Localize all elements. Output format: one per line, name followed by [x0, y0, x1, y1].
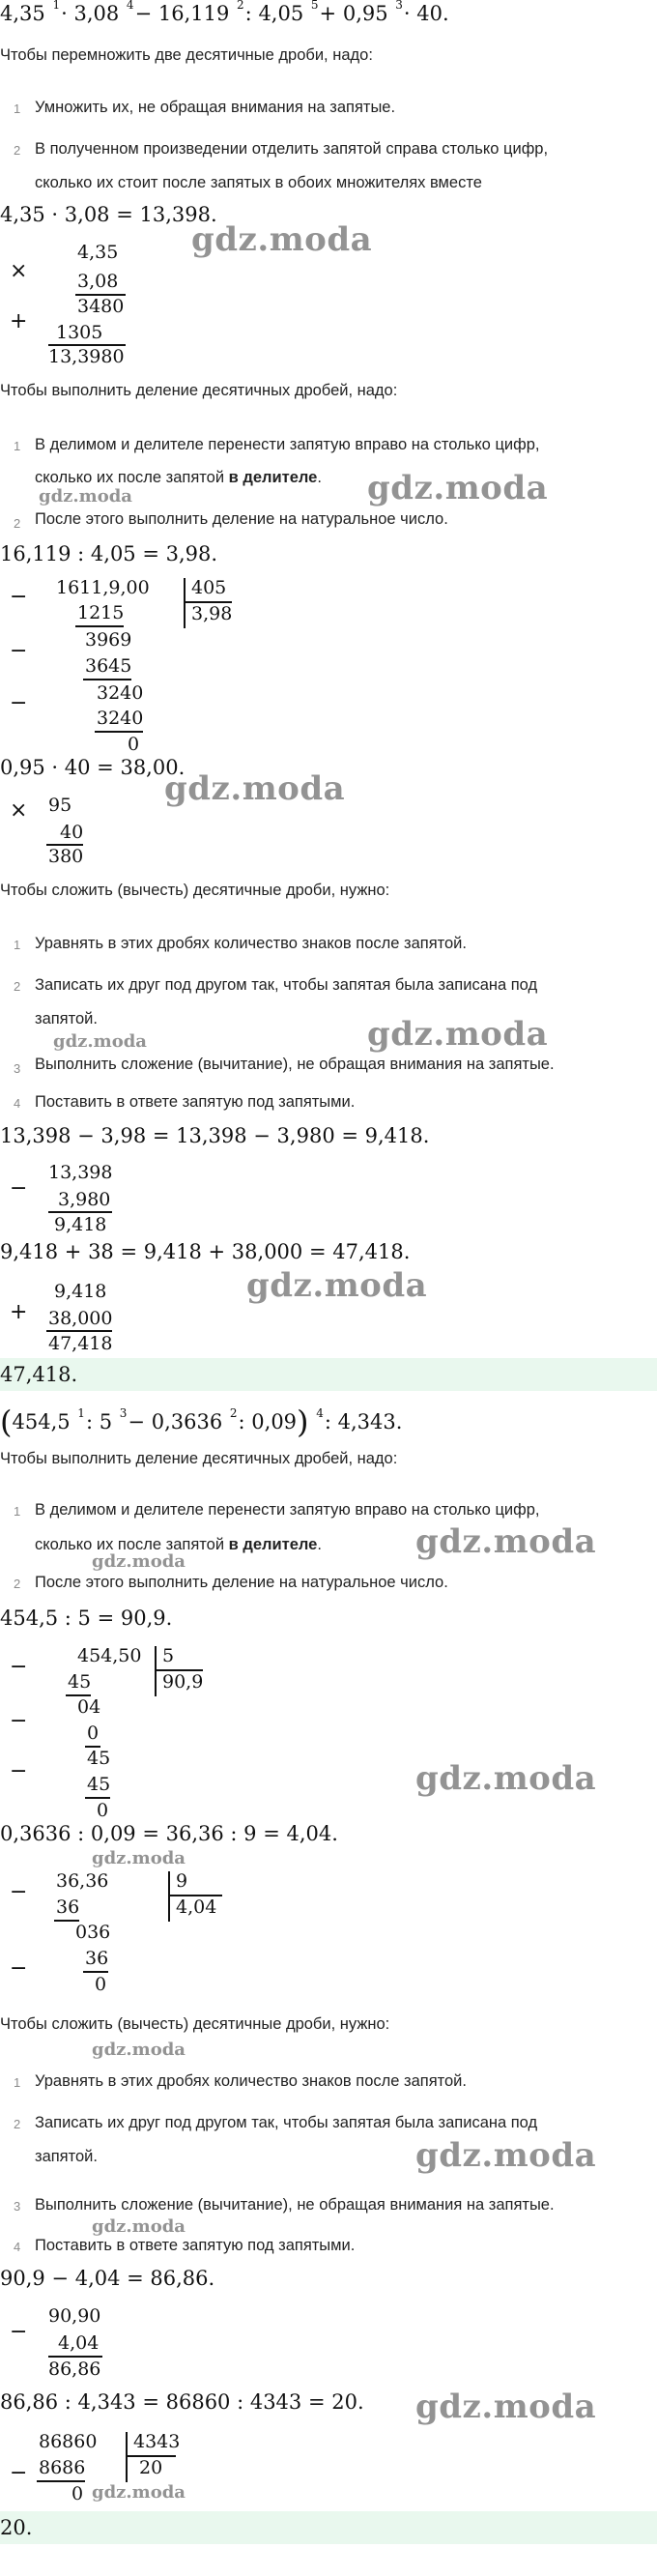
- step-text: В делимом и делителе перенести запятую вправо на столько цифр,: [35, 436, 540, 453]
- column-rule: [48, 2356, 102, 2358]
- step-text: Поставить в ответе запятую под запятыми.: [35, 2237, 356, 2254]
- column-row: 3,08: [77, 271, 119, 292]
- quotient: 90,9: [162, 1671, 204, 1693]
- step-text-continued: сколько их стоит после запятых в обоих множителях вместе: [35, 174, 482, 191]
- step-text-continued: запятой.: [35, 1010, 98, 1028]
- watermark: gdz.moda: [39, 486, 132, 507]
- step-text: После этого выполнить деление на натуральное число.: [35, 1574, 448, 1591]
- column-row: 3,980: [58, 1189, 111, 1210]
- division-row: 0: [95, 1974, 107, 1995]
- step-text: Записать их друг под другом так, чтобы запятая была записана под: [35, 2114, 538, 2131]
- column-row: 86,86: [48, 2359, 101, 2380]
- step-number: 1: [14, 439, 21, 453]
- step-number: 1: [14, 938, 21, 952]
- division-bar: [184, 578, 186, 628]
- watermark: gdz.moda: [191, 220, 373, 259]
- rule-heading-multiply: Чтобы перемножить две десятичные дроби, надо:: [0, 46, 373, 64]
- dividend: 454,50: [77, 1645, 142, 1666]
- step-text: Уравнять в этих дробях количество знаков после запятой.: [35, 2072, 467, 2090]
- division-row: 45: [87, 1748, 111, 1769]
- column-row: 40: [60, 822, 84, 843]
- watermark: gdz.moda: [415, 2388, 597, 2426]
- step-number: 2: [14, 979, 21, 994]
- step-text: Умножить их, не обращая внимания на запятые.: [35, 99, 396, 116]
- minus-sign: −: [10, 585, 28, 609]
- equation: 0,3636 : 0,09 = 36,36 : 9 = 4,04.: [0, 1822, 338, 1845]
- column-row: 38,000: [48, 1308, 113, 1329]
- plus-sign: +: [10, 1300, 28, 1324]
- step-text: Выполнить сложение (вычитание), не обращая внимания на запятые.: [35, 2196, 555, 2214]
- column-row: 13,3980: [48, 346, 125, 367]
- watermark: gdz.moda: [415, 1759, 597, 1798]
- equation: 4,35 · 3,08 = 13,398.: [0, 203, 217, 226]
- step-number: 3: [14, 1061, 21, 1076]
- problem-2-expression: (454,5 $^1$: 5 $^3$− 0,3636 $^2$: 0,09) $^4$: 4,343.: [0, 1404, 403, 1440]
- watermark: gdz.moda: [246, 1266, 428, 1305]
- division-row: 36: [85, 1948, 109, 1969]
- dividend: 86860: [39, 2431, 98, 2452]
- watermark: gdz.moda: [92, 2040, 186, 2060]
- division-rule: [95, 731, 143, 733]
- quotient: 4,04: [176, 1896, 217, 1918]
- equation: 9,418 + 38 = 9,418 + 38,000 = 47,418.: [0, 1240, 411, 1263]
- step-number: 2: [14, 2117, 21, 2131]
- step-text-continued: сколько их после запятой в делителе.: [35, 1536, 322, 1553]
- column-rule: [48, 1211, 112, 1213]
- quotient: 20: [139, 2457, 163, 2478]
- step-number: 2: [14, 516, 21, 531]
- column-row: 90,90: [48, 2305, 101, 2327]
- step-number: 4: [14, 1096, 21, 1111]
- division-row: 3240: [97, 708, 144, 729]
- division-row: 3969: [85, 629, 132, 651]
- multiply-sign: ×: [10, 798, 28, 823]
- watermark: gdz.moda: [92, 1848, 186, 1868]
- watermark: gdz.moda: [415, 1522, 597, 1561]
- division-row: 45: [68, 1671, 92, 1693]
- column-row: 380: [48, 846, 84, 867]
- division-rule: [85, 1797, 110, 1799]
- division-row: 0: [128, 734, 140, 755]
- plus-sign: +: [10, 309, 28, 333]
- minus-sign: −: [10, 1759, 28, 1783]
- division-row: 0: [87, 1722, 100, 1744]
- watermark: gdz.moda: [92, 1551, 186, 1572]
- column-row: 47,418: [48, 1333, 113, 1354]
- column-row: 4,04: [58, 2332, 100, 2354]
- step-text: Записать их друг под другом так, чтобы запятая была записана под: [35, 976, 538, 994]
- minus-sign: −: [10, 2320, 28, 2344]
- equation: 86,86 : 4,343 = 86860 : 4343 = 20.: [0, 2390, 364, 2414]
- division-row: 0: [71, 2483, 84, 2504]
- watermark: gdz.moda: [367, 469, 549, 507]
- step-number: 4: [14, 2240, 21, 2254]
- step-text-continued: сколько их после запятой в делителе.: [35, 469, 322, 486]
- watermark: gdz.moda: [53, 1031, 147, 1052]
- step-number: 2: [14, 143, 21, 158]
- watermark: gdz.moda: [367, 1015, 549, 1054]
- step-text: В полученном произведении отделить запятой справа столько цифр,: [35, 140, 549, 158]
- rule-heading-add: Чтобы сложить (вычесть) десятичные дроби, нужно:: [0, 2015, 390, 2033]
- division-row: 8686: [39, 2457, 86, 2478]
- step-text: Выполнить сложение (вычитание), не обращая внимания на запятые.: [35, 1056, 555, 1073]
- multiply-sign: ×: [10, 259, 28, 283]
- watermark: gdz.moda: [164, 769, 346, 808]
- watermark: gdz.moda: [92, 2216, 186, 2237]
- minus-sign: −: [10, 1709, 28, 1733]
- division-row: 3645: [85, 655, 132, 677]
- answer: 20.: [0, 2516, 33, 2539]
- column-row: 9,418: [54, 1281, 107, 1302]
- problem-1-expression: 4,35 $^1$· 3,08 $^4$− 16,119 $^2$: 4,05 $^5$+ 0,95 $^3$· 40.: [0, 0, 449, 25]
- watermark: gdz.moda: [92, 2482, 186, 2503]
- column-row: 13,398: [48, 1162, 113, 1183]
- step-number: 1: [14, 2075, 21, 2090]
- answer-highlight: [0, 1358, 657, 1391]
- quotient: 3,98: [191, 603, 233, 624]
- minus-sign: −: [10, 1880, 28, 1904]
- column-row: 3480: [77, 296, 125, 317]
- division-row: 45: [87, 1774, 111, 1795]
- column-row: 95: [48, 795, 72, 816]
- answer-highlight: [0, 2511, 657, 2544]
- step-text: После этого выполнить деление на натуральное число.: [35, 510, 448, 528]
- division-row: 36: [56, 1896, 80, 1918]
- step-number: 1: [14, 101, 21, 116]
- divisor: 5: [162, 1645, 175, 1666]
- divisor: 4343: [133, 2431, 181, 2452]
- column-row: 4,35: [77, 242, 119, 263]
- rule-heading-divide: Чтобы выполнить деление десятичных дробей, надо:: [0, 1450, 398, 1467]
- dividend: 1611,9,00: [56, 577, 150, 598]
- dividend: 36,36: [56, 1870, 109, 1892]
- equation: 0,95 · 40 = 38,00.: [0, 756, 186, 779]
- equation: 454,5 : 5 = 90,9.: [0, 1606, 173, 1630]
- step-text: В делимом и делителе перенести запятую вправо на столько цифр,: [35, 1501, 540, 1519]
- minus-sign: −: [10, 639, 28, 663]
- step-text-continued: запятой.: [35, 2148, 98, 2165]
- division-row: 0: [97, 1800, 109, 1821]
- divisor: 9: [176, 1870, 188, 1892]
- division-bar: [155, 1646, 157, 1696]
- division-row: 3240: [97, 682, 144, 704]
- column-row: 9,418: [54, 1214, 107, 1235]
- minus-sign: −: [10, 1655, 28, 1679]
- step-text: Поставить в ответе запятую под запятыми.: [35, 1093, 356, 1111]
- rule-heading-divide: Чтобы выполнить деление десятичных дробей, надо:: [0, 382, 398, 399]
- step-number: 2: [14, 1577, 21, 1591]
- division-bar: [126, 2432, 128, 2482]
- division-row: 1215: [77, 602, 125, 623]
- rule-heading-add: Чтобы сложить (вычесть) десятичные дроби, нужно:: [0, 882, 390, 899]
- column-row: 1305: [56, 322, 103, 343]
- watermark: gdz.moda: [415, 2136, 597, 2175]
- minus-sign: −: [10, 691, 28, 715]
- step-number: 1: [14, 1504, 21, 1519]
- equation: 90,9 − 4,04 = 86,86.: [0, 2267, 215, 2290]
- column-rule: [46, 1330, 112, 1332]
- minus-sign: −: [10, 2461, 28, 2485]
- division-row: 036: [75, 1922, 111, 1943]
- divisor: 405: [191, 577, 227, 598]
- minus-sign: −: [10, 1176, 28, 1201]
- division-rule: [37, 2480, 85, 2482]
- division-rule: [83, 679, 131, 680]
- division-row: 04: [77, 1696, 101, 1718]
- equation: 16,119 : 4,05 = 3,98.: [0, 542, 218, 565]
- step-number: 3: [14, 2199, 21, 2214]
- division-rule: [83, 1971, 108, 1973]
- division-rule: [75, 625, 124, 627]
- step-text: Уравнять в этих дробях количество знаков после запятой.: [35, 935, 467, 952]
- equation: 13,398 − 3,98 = 13,398 − 3,980 = 9,418.: [0, 1124, 430, 1147]
- answer: 47,418.: [0, 1363, 78, 1386]
- division-bar: [168, 1871, 170, 1922]
- minus-sign: −: [10, 1956, 28, 1981]
